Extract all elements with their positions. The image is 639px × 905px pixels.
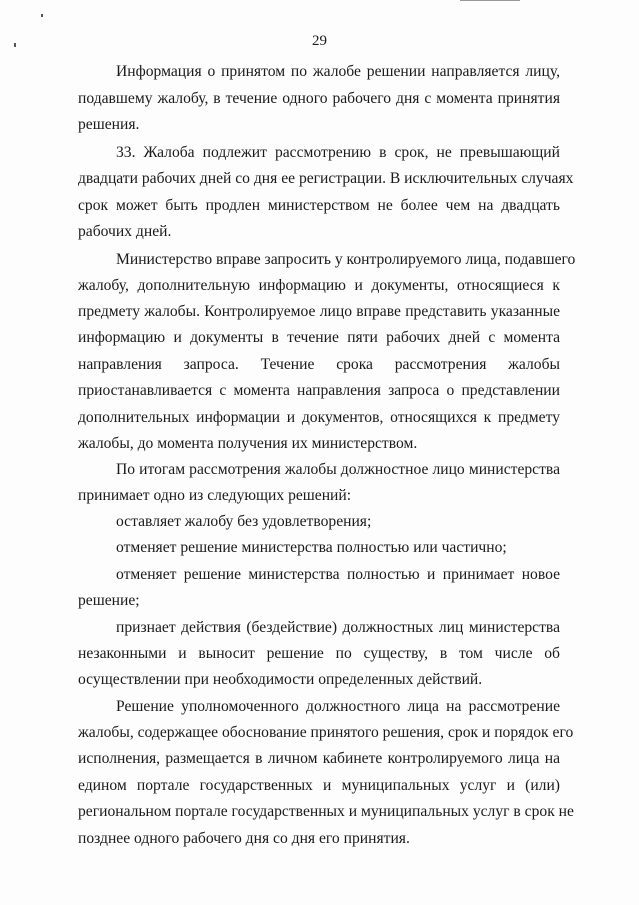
text-line: незаконными и выносит решение по существу, в том числе об	[78, 645, 560, 662]
text-line: Министерство вправе запросить у контролируемого лица, подавшего	[116, 251, 576, 268]
page-number: 29	[312, 33, 327, 49]
text-line: предмету жалобы. Контролируемое лицо вправе представить указанные	[78, 303, 560, 320]
text-line: направления запроса. Течение срока рассмотрения жалобы	[78, 356, 560, 373]
text-line: Информация о принятом по жалобе решении направляется лицу,	[116, 63, 560, 80]
text-line: рабочих дней.	[78, 223, 172, 240]
text-line: решения.	[78, 116, 140, 133]
text-line: принимает одно из следующих решений:	[78, 487, 352, 504]
text-line: двадцати рабочих дней со дня ее регистрации. В исключительных случаях	[78, 170, 574, 187]
text-line: исполнения, размещается в личном кабинете контролируемого лица на	[78, 750, 560, 767]
text-line: решение;	[78, 592, 140, 609]
text-line: отменяет решение министерства полностью или частично;	[116, 539, 507, 556]
text-line: региональном портале государственных и муниципальных услуг в срок не	[78, 803, 574, 820]
text-line: дополнительных информации и документов, относящихся к предмету	[78, 409, 560, 426]
text-line: информацию и документы в течение пяти рабочих дней с момента	[78, 329, 560, 346]
text-line: Решение уполномоченного должностного лица на рассмотрение	[116, 698, 560, 715]
text-line: позднее одного рабочего дня со дня его принятия.	[78, 830, 410, 847]
text-line: срок может быть продлен министерством не более чем на двадцать	[78, 197, 560, 214]
text-line: подавшему жалобу, в течение одного рабочего дня с момента принятия	[78, 90, 560, 107]
text-line: отменяет решение министерства полностью и принимает новое	[116, 566, 560, 583]
scan-artifact	[460, 0, 520, 1]
text-line: По итогам рассмотрения жалобы должностное лицо министерства	[116, 461, 560, 478]
text-line: 33. Жалоба подлежит рассмотрению в срок, не превышающий	[116, 144, 560, 161]
text-line: приостанавливается с момента направления запроса о представлении	[78, 382, 560, 399]
scan-artifact	[41, 14, 43, 17]
text-line: жалобы, содержащее обоснование принятого решения, срок и порядок его	[78, 724, 574, 741]
text-line: признает действия (бездействие) должностных лиц министерства	[116, 619, 560, 636]
text-line: жалобы, до момента получения их министерством.	[78, 435, 418, 452]
text-line: осуществлении при необходимости определенных действий.	[78, 671, 483, 688]
text-line: оставляет жалобу без удовлетворения;	[116, 513, 372, 530]
text-line: едином портале государственных и муниципальных услуг и (или)	[78, 777, 560, 794]
text-line: жалобу, дополнительную информацию и документы, относящиеся к	[78, 277, 560, 294]
